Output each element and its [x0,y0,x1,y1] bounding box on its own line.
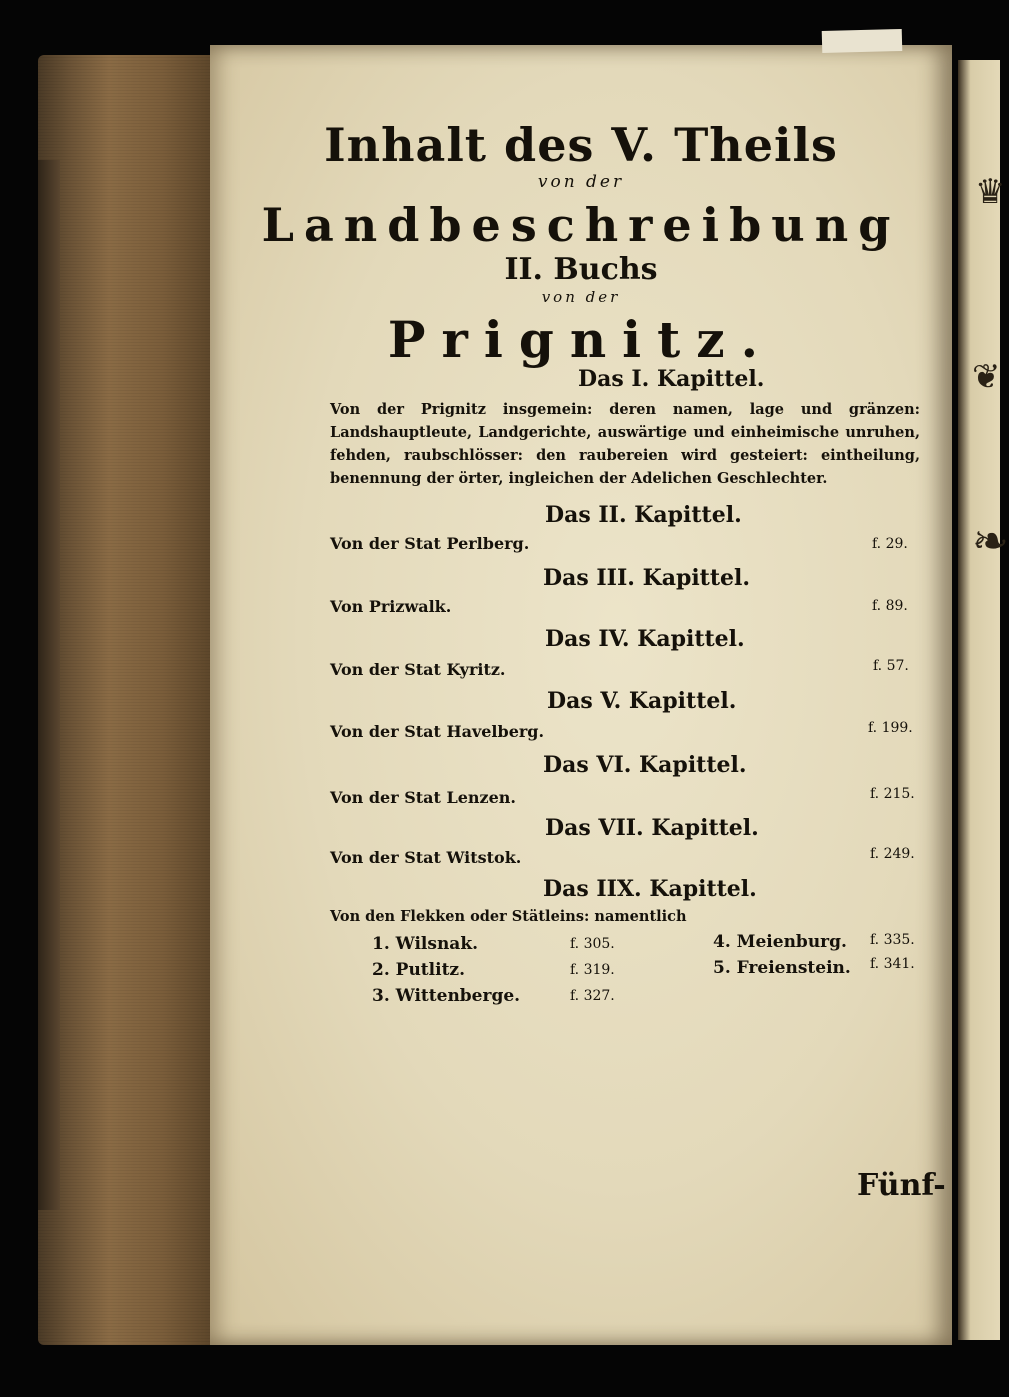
place-item: 4. Meienburg. [713,932,847,952]
chapter-heading: Das III. Kapittel. [543,565,751,591]
chapter-entry: Von der Stat Perlberg. [330,534,530,553]
chapter-heading: Das IIX. Kapittel. [543,876,757,902]
book-page-edges [38,55,216,1345]
chapter-heading: Das I. Kapittel. [578,366,765,392]
eagle-ornament-icon: ♛ [975,172,1006,212]
page-reference: f. 249. [870,846,915,862]
region-title: Prignitz. [387,310,775,369]
book-spine [38,160,60,1210]
page-reference: f. 335. [870,932,915,948]
chapter-entry: Von den Flekken oder Stätleins: namentlich [330,908,687,925]
page-reference: f. 319. [570,962,615,978]
place-item: 2. Putlitz. [372,960,466,980]
chapter-heading: Das V. Kapittel. [547,688,737,714]
page-title: Inhalt des V. Theils [324,118,838,172]
catchword: Fünf- [857,1168,946,1203]
place-item: 1. Wilsnak. [372,934,479,954]
page-tab [822,29,903,53]
scroll-ornament-icon: ❧ [972,516,1009,567]
chapter-entry: Von der Stat Witstok. [330,848,522,867]
chapter-heading: Das VII. Kapittel. [545,815,759,841]
page-reference: f. 57. [873,658,909,674]
page-reference: f. 29. [872,536,908,552]
chapter-entry: Von der Stat Havelberg. [330,722,545,741]
place-item: 5. Freienstein. [713,958,851,978]
facing-page [958,60,1000,1340]
page-reference: f. 199. [868,720,913,736]
page-reference: f. 305. [570,936,615,952]
chapter-heading: Das II. Kapittel. [545,502,742,528]
chapter-entry: Von der Stat Kyritz. [330,660,506,679]
page-reference: f. 89. [872,598,908,614]
scroll-ornament-icon: ❦ [972,357,1001,397]
page-reference: f. 327. [570,988,615,1004]
chapter-description: Von der Prignitz insgemein: deren namen, lage und gränzen: Landshauptleute, Landgerichte, auswärtige und einheimische unruhen, fehden, raubschlösser: den raubereien wird gesteiert: eintheilung, benennung der örter, ingleichen der Adelichen Geschlechter. [330,401,920,487]
book-number: II. Buchs [504,252,658,287]
place-item: 3. Wittenberge. [372,986,521,1006]
title-connector: von der [541,288,621,306]
chapter-heading: Das IV. Kapittel. [545,626,745,652]
title-subject: Landbeschreibung [261,198,901,252]
chapter-entry: Von Prizwalk. [330,597,452,616]
page-reference: f. 341. [870,956,915,972]
chapter-heading: Das VI. Kapittel. [543,752,747,778]
chapter-entry: Von der Stat Lenzen. [330,788,516,807]
page-reference: f. 215. [870,786,915,802]
title-connector: von der [537,172,625,192]
